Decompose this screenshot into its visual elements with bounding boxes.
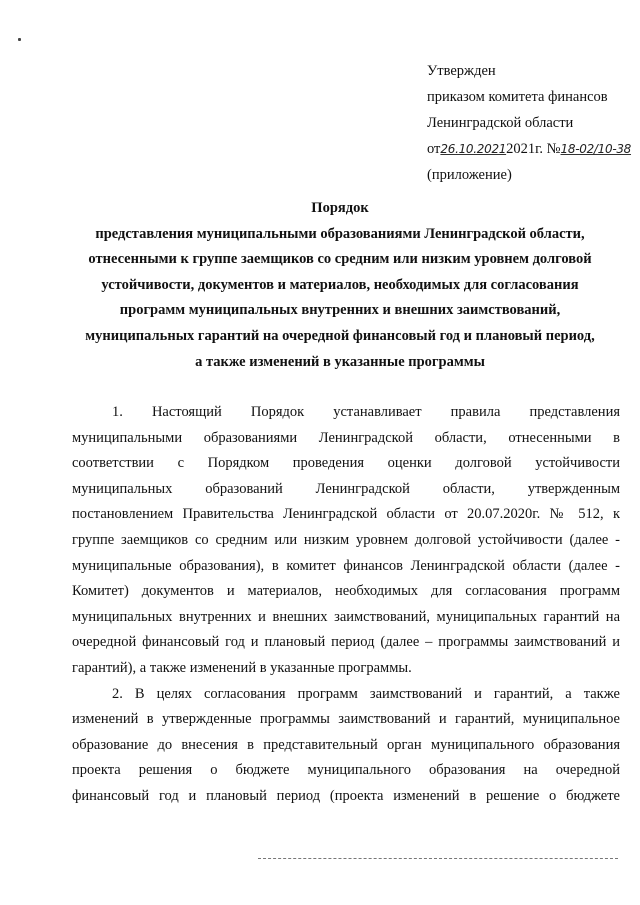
body-line: муниципальных образований Ленинградской области, утвержденным bbox=[72, 480, 620, 497]
body-line: муниципальными образованиями Ленинградской области, отнесенными в bbox=[72, 429, 620, 446]
approval-handwritten-number: 18-02/10-38 bbox=[560, 142, 632, 156]
body-line: гарантий), а также изменений в указанные программы. bbox=[72, 659, 412, 676]
body-line: очередной финансовый год и плановый период (далее – программы заимствований и bbox=[72, 634, 620, 651]
body-line: 2. В целях согласования программ заимствований и гарантий, а также bbox=[112, 685, 620, 702]
title-line: представления муниципальными образованиями Ленинградской области, bbox=[95, 225, 585, 242]
body-line: изменений в утвержденные программы заимствований и гарантий, муниципальное bbox=[72, 711, 620, 728]
approval-date-suffix: 2021г. № bbox=[506, 141, 561, 157]
approval-date-line bbox=[427, 136, 637, 162]
body-line: проекта решения о бюджете муниципального образования на очередной bbox=[72, 762, 620, 779]
body-line: финансовый год и плановый период (проекта изменений в решение о бюджете bbox=[72, 787, 620, 804]
title-line: программ муниципальных внутренних и внешних заимствований, bbox=[119, 302, 561, 319]
approval-line-approved: Утвержден bbox=[427, 63, 496, 79]
title-line: муниципальных гарантий на очередной финансовый год и плановый период, bbox=[85, 327, 595, 344]
approval-line-appendix: (приложение) bbox=[427, 167, 512, 183]
title-line: отнесенными к группе заемщиков со средним или низким уровнем долговой bbox=[88, 251, 592, 268]
body-line: муниципальные образования), в комитет финансов Ленинградской области (далее - bbox=[72, 557, 620, 574]
approval-date-prefix: от bbox=[427, 141, 441, 157]
body-line: образование до внесения в представительный орган муниципального образования bbox=[72, 736, 620, 753]
body-line: группе заемщиков со средним или низким уровнем долговой устойчивости (далее - bbox=[72, 531, 620, 548]
approval-handwritten-date: 26.10.2021 bbox=[440, 142, 507, 156]
document-body bbox=[72, 400, 620, 810]
title-heading: Порядок bbox=[311, 200, 369, 216]
body-line: постановлением Правительства Ленинградской области от 20.07.2020г. № 512, к bbox=[72, 506, 620, 523]
title-line: а также изменений в указанные программы bbox=[195, 353, 485, 370]
document-title bbox=[60, 196, 620, 375]
approval-line-region: Ленинградской области bbox=[427, 115, 574, 131]
approval-block bbox=[427, 58, 637, 188]
body-line: Комитет) документов и материалов, необходимых для согласования программ bbox=[72, 583, 620, 600]
approval-line-order: приказом комитета финансов bbox=[427, 89, 608, 105]
title-line: устойчивости, документов и материалов, необходимых для согласования bbox=[101, 276, 579, 293]
scan-speck bbox=[18, 38, 21, 41]
body-line: 1. Настоящий Порядок устанавливает правила представления bbox=[112, 404, 620, 420]
body-line: муниципальных внутренних и внешних заимствований, муниципальных гарантий на bbox=[72, 608, 620, 625]
footer-divider bbox=[258, 858, 618, 859]
body-line: соответствии с Порядком проведения оценки долговой устойчивости bbox=[72, 455, 620, 472]
